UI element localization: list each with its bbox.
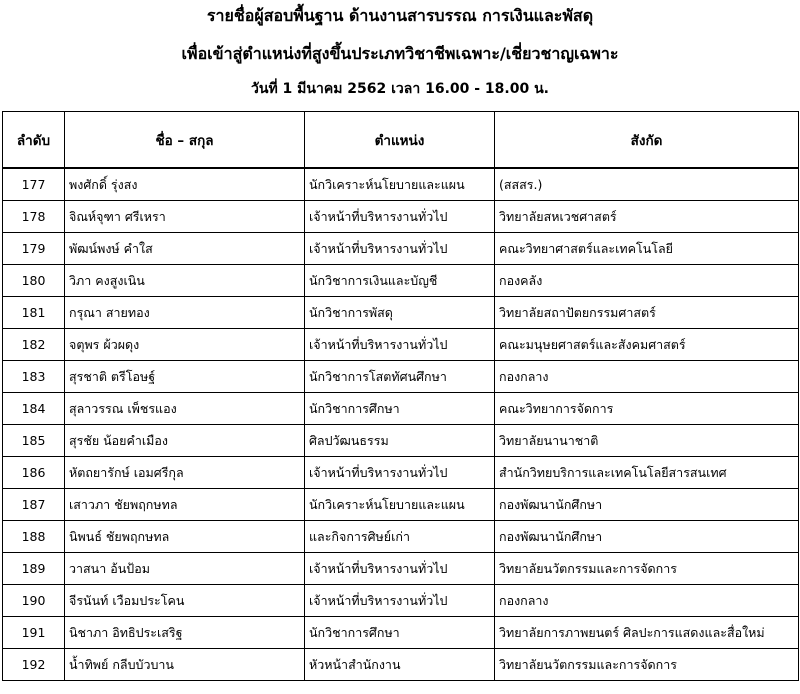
cell-affiliation: กองพัฒนานักศึกษา [495,489,799,521]
table-row [3,233,799,265]
table-row [3,425,799,457]
cell-name: กรุณา สายทอง [65,297,305,329]
cell-affiliation: กองคลัง [495,265,799,297]
cell-name: สุรชัย น้อยคำเมือง [65,425,305,457]
cell-number: 182 [3,329,65,361]
cell-number: 177 [3,168,65,201]
table-row [3,521,799,553]
table-body [3,168,799,681]
cell-affiliation: คณะวิทยาการจัดการ [495,393,799,425]
cell-number: 192 [3,649,65,681]
cell-name: นิพนธ์ ชัยพฤกษทล [65,521,305,553]
cell-position: นักวิชาการพัสดุ [305,297,495,329]
cell-position: และกิจการศิษย์เก่า [305,521,495,553]
table-row [3,617,799,649]
table-row [3,297,799,329]
table-row [3,329,799,361]
cell-number: 186 [3,457,65,489]
table-row [3,393,799,425]
table-row [3,585,799,617]
table-row [3,649,799,681]
cell-position: นักวิเคราะห์นโยบายและแผน [305,168,495,201]
table-header-row [3,112,799,169]
cell-name: สุลาวรรณ เพ็ชรแอง [65,393,305,425]
cell-name: จิณห์จุฑา ศรีเหรา [65,201,305,233]
cell-position: เจ้าหน้าที่บริหารงานทั่วไป [305,233,495,265]
cell-affiliation: วิทยาลัยสหเวชศาสตร์ [495,201,799,233]
table-row [3,361,799,393]
cell-position: เจ้าหน้าที่บริหารงานทั่วไป [305,329,495,361]
cell-position: นักวิชาการเงินและบัญชี [305,265,495,297]
cell-name: สุรชาติ ตรีโอษฐ์ [65,361,305,393]
cell-affiliation: กองพัฒนานักศึกษา [495,521,799,553]
cell-number: 181 [3,297,65,329]
cell-name: จีรนันท์ เวือมประโคน [65,585,305,617]
cell-name: จตุพร ผ้วผดุง [65,329,305,361]
table-row [3,553,799,585]
cell-name: น้ำทิพย์ กลีบบัวบาน [65,649,305,681]
cell-affiliation: กองกลาง [495,361,799,393]
cell-affiliation: วิทยาลัยสถาปัตยกรรมศาสตร์ [495,297,799,329]
cell-affiliation: วิทยาลัยนวัตกรรมและการจัดการ [495,553,799,585]
table-row [3,168,799,201]
cell-position: เจ้าหน้าที่บริหารงานทั่วไป [305,457,495,489]
cell-name: นิชาภา อิทธิประเสริฐ [65,617,305,649]
column-header-affiliation: สังกัด [495,112,799,169]
cell-number: 179 [3,233,65,265]
cell-number: 190 [3,585,65,617]
cell-name: วิภา คงสูงเนิน [65,265,305,297]
cell-number: 184 [3,393,65,425]
cell-position: หัวหน้าสำนักงาน [305,649,495,681]
table-row [3,457,799,489]
cell-number: 178 [3,201,65,233]
cell-position: เจ้าหน้าที่บริหารงานทั่วไป [305,201,495,233]
cell-position: เจ้าหน้าที่บริหารงานทั่วไป [305,585,495,617]
cell-affiliation: กองกลาง [495,585,799,617]
column-header-position: ตำแหน่ง [305,112,495,169]
cell-number: 187 [3,489,65,521]
cell-affiliation: (สสสร.) [495,168,799,201]
column-header-name: ชื่อ – สกุล [65,112,305,169]
cell-name: หัตถยารักษ์ เอมศรีกุล [65,457,305,489]
cell-number: 191 [3,617,65,649]
document-title: รายชื่อผู้สอบพื้นฐาน ด้านงานสารบรรณ การเงินและพัสดุ [206,6,594,25]
cell-position: นักวิชาการศึกษา [305,393,495,425]
cell-number: 188 [3,521,65,553]
cell-number: 185 [3,425,65,457]
cell-affiliation: วิทยาลัยนวัตกรรมและการจัดการ [495,649,799,681]
cell-position: นักวิชาการศึกษา [305,617,495,649]
candidate-table [2,111,799,681]
cell-position: นักวิชาการโสตทัศนศึกษา [305,361,495,393]
exam-date-time: วันที่ 1 มีนาคม 2562 เวลา 16.00 - 18.00 น. [251,81,549,97]
cell-name: เสาวภา ชัยพฤกษทล [65,489,305,521]
cell-number: 180 [3,265,65,297]
cell-number: 183 [3,361,65,393]
cell-position: ศิลปวัฒนธรรม [305,425,495,457]
cell-affiliation: วิทยาลัยการภาพยนตร์ ศิลปะการแสดงและสื่อใหม่ [495,617,799,649]
cell-name: พัฒน์พงษ์ คำใส [65,233,305,265]
cell-name: วาสนา อ้นป้อม [65,553,305,585]
cell-name: พงศักดิ์ รุ่งสง [65,168,305,201]
cell-affiliation: คณะมนุษยศาสตร์และสังคมศาสตร์ [495,329,799,361]
table-row [3,489,799,521]
cell-position: เจ้าหน้าที่บริหารงานทั่วไป [305,553,495,585]
table-row [3,201,799,233]
cell-affiliation: คณะวิทยาศาสตร์และเทคโนโลยี [495,233,799,265]
cell-number: 189 [3,553,65,585]
document-subtitle: เพื่อเข้าสู่ตำแหน่งที่สูงขึ้นประเภทวิชาชีพเฉพาะ/เชี่ยวชาญเฉพาะ [181,44,619,63]
cell-position: นักวิเคราะห์นโยบายและแผน [305,489,495,521]
table-row [3,265,799,297]
cell-affiliation: สำนักวิทยบริการและเทคโนโลยีสารสนเทศ [495,457,799,489]
column-header-number: ลำดับ [3,112,65,169]
cell-affiliation: วิทยาลัยนานาชาติ [495,425,799,457]
